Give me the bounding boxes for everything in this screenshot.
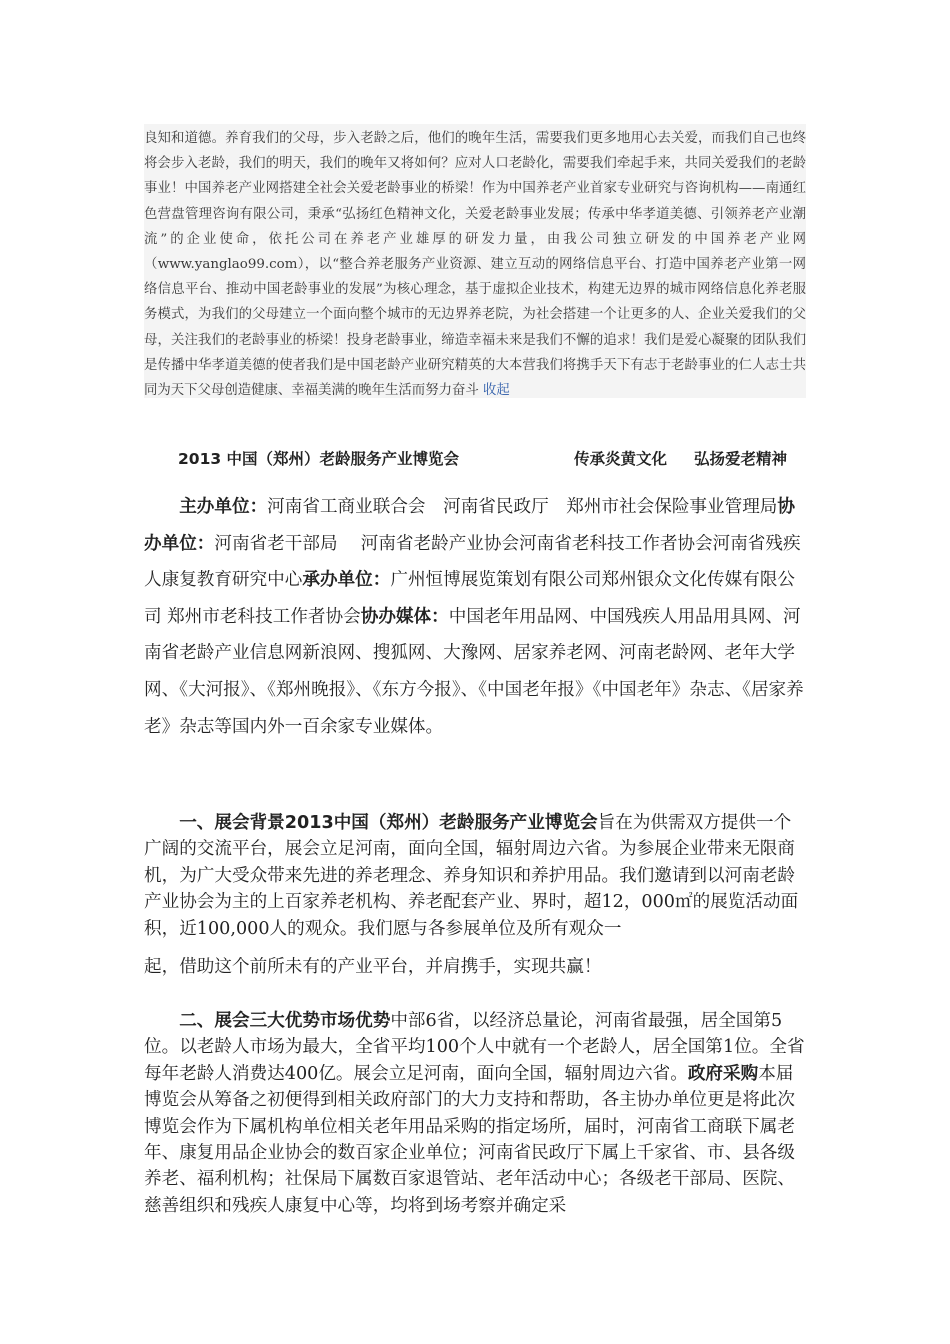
section-advantages-paragraph: [144, 1008, 808, 1219]
event-title: 2013 中国（郑州）老龄服务产业博览会: [178, 450, 460, 468]
slogan-culture: 传承炎黄文化: [574, 450, 668, 468]
organizers-paragraph: [144, 489, 808, 745]
collapse-link[interactable]: 收起: [483, 383, 510, 399]
section-advantages: [144, 1008, 808, 1219]
host-label: 主办单位：: [179, 497, 268, 517]
gov-procurement-body: 本届博览会从筹备之初便得到相关政府部门的大力支持和帮助，各主协办单位更是将此次博览会作为下属机构单位相关老年用品采购的指定场所，届时，河南省工商联下属老年、康复用品企业协会的数百家企业单位；河南省民政厅下属上千家省、市、县各级养老、福利机构；社保局下属数百家退管站、老年活动中心；各级老干部局、医院、慈善组织和残疾人康复中心等，均将到场考察并确定采: [144, 1063, 795, 1216]
organizers-block: [144, 489, 808, 745]
market-advantage-body: 中部6省，以经济总量论，河南省最强，居全国第5位。以老龄人市场为最大，全省平均100个人中就有一个老龄人，居全国第1位。全省每年老龄人消费达400亿。展会立足河南，面向全国，辐射周边六省。: [144, 1011, 805, 1084]
section-background: [144, 810, 808, 980]
section-background-last-line: 起，借助这个前所未有的产业平台，并肩携手，实现共赢！: [144, 957, 602, 978]
media-label: 协办媒体：: [360, 606, 449, 627]
slogan-elderly-care: 弘扬爱老精神: [694, 450, 788, 468]
media-value: 中国老年用品网、中国残疾人用品用具网、河南省老龄产业信息网新浪网、搜狐网、大豫网、居家养老网、河南老龄网、老年大学网、《大河报》、《郑州晚报》、《东方今报》、《中国老年报》《中国老年》杂志、《居家养老》杂志等国内外一百余家专业媒体。: [144, 606, 804, 737]
undertaker-value: 广州恒博展览策划有限公司郑州银众文化传媒有限公司 郑州市老科技工作者协会: [144, 570, 796, 627]
section-advantages-heading: 二、展会三大优势市场优势: [179, 1011, 391, 1031]
co-organizer-value: 河南省老干部局 河南省老龄产业协会河南省老科技工作者协会河南省残疾人康复教育研究中心: [144, 533, 801, 591]
intro-text: 良知和道德。养育我们的父母，步入老龄之后，他们的晚年生活，需要我们更多地用心去关爱，而我们自己也终将会步入老龄，我们的明天，我们的晚年又将如何？应对人口老龄化，需要我们牵起手来，共同关爱我们的老龄事业！中国养老产业网搭建全社会关爱老龄事业的桥梁！作为中国养老产业首家专业研究与咨询机构——南通红色营盘管理咨询有限公司，秉承“弘扬红色精神文化，关爱老龄事业发展；传承中华孝道美德、引领养老产业潮流”的企业使命，依托公司在养老产业雄厚的研发力量，由我公司独立研发的中国养老产业网（www.yanglao99.com），以“整合养老服务产业资源、建立互动的网络信息平台、打造中国养老产业第一网络信息平台、推动中国老龄事业的发展”为核心理念，基于虚拟企业技术，构建无边界的城市网络信息化养老服务模式，为我们的父母建立一个面向整个城市的无边界养老院，为社会搭建一个让更多的人、企业关爱我们的父母，关注我们的老龄事业的桥梁！投身老龄事业，缔造幸福未来是我们不懈的追求！我们是爱心凝聚的团队我们是传播中华孝道美德的使者我们是中国老龄产业研究精英的大本营我们将携手天下有志于老龄事业的仁人志士共同为天下父母创造健康、幸福美满的晚年生活而努力奋斗: [144, 131, 806, 399]
event-header: [178, 447, 798, 471]
co-organizer-label: 协办单位：: [144, 497, 796, 554]
section-background-body: 旨在为供需双方提供一个广阔的交流平台，展会立足河南，面向全国，辐射周边六省。为参展企业带来无限商机，为广大受众带来先进的养老理念、养身知识和养护用品。我们邀请到以河南老龄产业协会为主的上百家养老机构、养老配套产业、界时，超12，000㎡的展览活动面积，近100,000人的观众。我们愿与各参展单位及所有观众一: [144, 813, 799, 939]
gov-procurement-label: 政府采购: [687, 1063, 759, 1084]
intro-summary-box: [144, 124, 806, 398]
intro-paragraph: [144, 124, 806, 403]
section-background-paragraph: [144, 810, 808, 980]
section-background-heading: 一、展会背景2013中国（郑州）老龄服务产业博览会: [179, 813, 598, 833]
undertaker-label: 承办单位：: [302, 570, 391, 591]
host-value: 河南省工商业联合会 河南省民政厅 郑州市社会保险事业管理局: [267, 497, 778, 517]
